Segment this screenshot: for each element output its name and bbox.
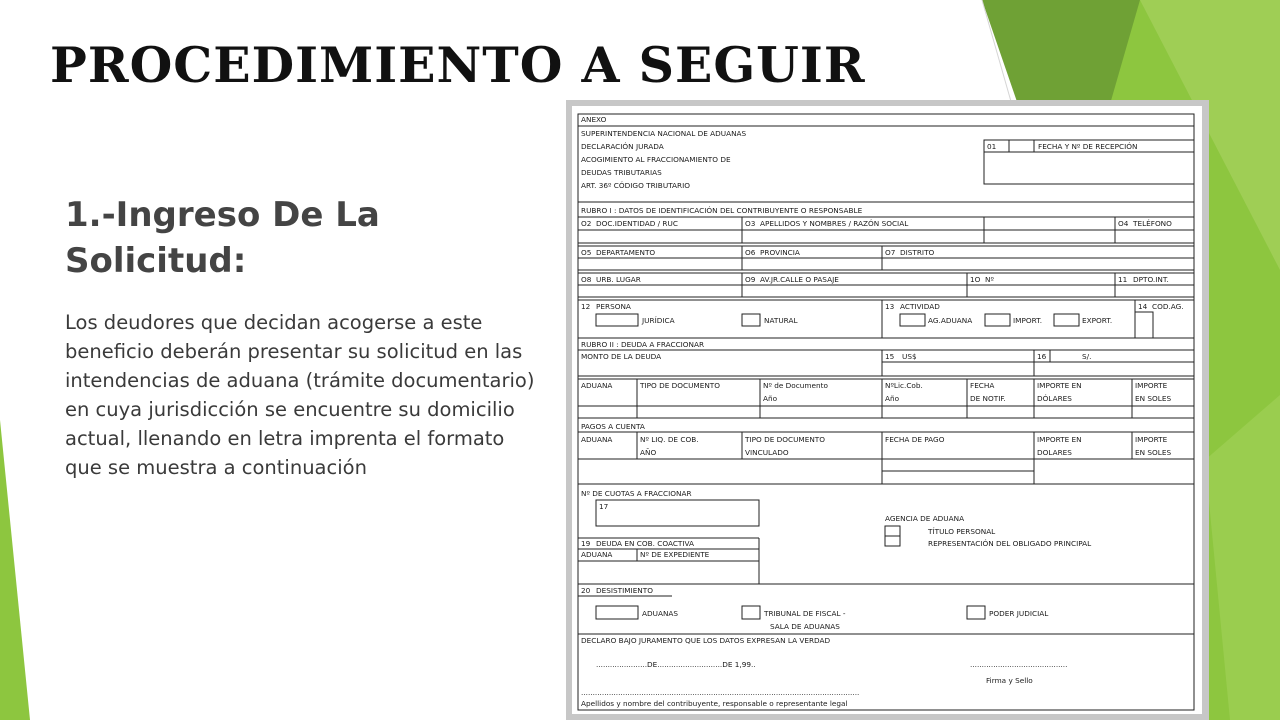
checkbox-poder-judicial bbox=[967, 606, 985, 619]
label-19: 19 bbox=[581, 539, 591, 548]
label-02: O2 bbox=[581, 219, 592, 228]
section-subtitle: 1.-Ingreso De La Solicitud: bbox=[65, 195, 380, 281]
header-fecha: FECHA bbox=[970, 381, 995, 390]
form-anexo: ANEXO bbox=[581, 115, 607, 124]
box-cod-ag bbox=[1135, 312, 1153, 338]
label-apellidos: APELLIDOS Y NOMBRES / RAZÓN SOCIAL bbox=[760, 219, 909, 228]
agencia-titulo: TÍTULO PERSONAL bbox=[928, 527, 996, 536]
desistimiento-title: DESISTIMIENTO bbox=[596, 586, 653, 595]
body-paragraph: Los deudores que decidan acogerse a este beneficio deberán presentar su solicitud en las intendencias de aduana (trámite documentario) en cuya jurisdicción se encuentre su domicilio actual, llenando en letra imprenta el formato que se muestra a continuación bbox=[65, 311, 535, 479]
header-de-notif: DE NOTIF. bbox=[970, 394, 1006, 403]
label-us: US$ bbox=[902, 352, 917, 361]
page-title: PROCEDIMIENTO A SEGUIR bbox=[50, 36, 866, 94]
pagos-dolares: DOLARES bbox=[1037, 448, 1072, 457]
checkbox-juridica bbox=[596, 314, 638, 326]
checkbox-tribunal bbox=[742, 606, 760, 619]
label-ag-aduana: AG.ADUANA bbox=[928, 316, 973, 325]
header-tipo-doc: TIPO DE DOCUMENTO bbox=[640, 381, 720, 390]
form-acogimiento: ACOGIMIENTO AL FRACCIONAMIENTO DE bbox=[581, 155, 731, 164]
label-12: 12 bbox=[581, 302, 591, 311]
header-dolares: DÓLARES bbox=[1037, 394, 1072, 403]
header-anio: Año bbox=[763, 394, 778, 403]
declaro-footer-line: ........................................................................................................................ bbox=[581, 688, 860, 697]
pagos-vinculado: VINCULADO bbox=[745, 448, 789, 457]
pagos-title: PAGOS A CUENTA bbox=[581, 422, 645, 431]
cuotas-box bbox=[596, 500, 759, 526]
checkbox-ag-aduana bbox=[900, 314, 925, 326]
label-dpto: DPTO.INT. bbox=[1133, 275, 1169, 284]
label-05: O5 bbox=[581, 248, 592, 257]
cuotas-title: Nº DE CUOTAS A FRACCIONAR bbox=[581, 489, 692, 498]
rubro2-title: RUBRO II : DEUDA A FRACCIONAR bbox=[581, 340, 705, 349]
label-10: 1O bbox=[970, 275, 981, 284]
pagos-liq: Nº LIQ. DE COB. bbox=[640, 435, 699, 444]
label-monto: MONTO DE LA DEUDA bbox=[581, 352, 662, 361]
label-actividad: ACTIVIDAD bbox=[900, 302, 940, 311]
declaro-sign-line: .......................................... bbox=[970, 660, 1068, 669]
label-natural: NATURAL bbox=[764, 316, 798, 325]
pagos-en-soles: EN SOLES bbox=[1135, 448, 1172, 457]
label-juridica: JURÍDICA bbox=[642, 316, 675, 325]
label-persona: PERSONA bbox=[596, 302, 631, 311]
box-01-label: 01 bbox=[987, 142, 997, 151]
form-articulo: ART. 36º CÓDIGO TRIBUTARIO bbox=[581, 181, 691, 190]
form-outer-frame bbox=[578, 114, 1194, 710]
header-nro-doc: Nº de Documento bbox=[763, 381, 828, 390]
checkbox-aduanas bbox=[596, 606, 638, 619]
header-importe: IMPORTE bbox=[1135, 381, 1168, 390]
label-provincia: PROVINCIA bbox=[760, 248, 800, 257]
coactiva-aduana: ADUANA bbox=[581, 550, 613, 559]
label-08: O8 bbox=[581, 275, 592, 284]
label-07: O7 bbox=[885, 248, 896, 257]
checkbox-export bbox=[1054, 314, 1079, 326]
declaro-firma: Firma y Sello bbox=[986, 676, 1033, 685]
header-en-soles: EN SOLES bbox=[1135, 394, 1172, 403]
label-numero: Nº bbox=[985, 275, 994, 284]
declaro-date-line: ......................DE............................DE 1,99.. bbox=[596, 660, 756, 669]
header-importe-en: IMPORTE EN bbox=[1037, 381, 1082, 390]
declaro-footer: Apellidos y nombre del contribuyente, responsable o representante legal bbox=[581, 699, 848, 708]
label-soles: S/. bbox=[1082, 352, 1092, 361]
label-03: O3 bbox=[745, 219, 756, 228]
header-anio2: Año bbox=[885, 394, 900, 403]
box-01-b bbox=[1009, 140, 1034, 152]
header-aduana: ADUANA bbox=[581, 381, 613, 390]
pagos-anio: AÑO bbox=[640, 448, 657, 457]
label-departamento: DEPARTAMENTO bbox=[596, 248, 656, 257]
desistimiento-sala: SALA DE ADUANAS bbox=[770, 622, 840, 631]
pagos-tipo-doc: TIPO DE DOCUMENTO bbox=[745, 435, 825, 444]
form-paper bbox=[572, 106, 1202, 714]
label-17: 17 bbox=[599, 502, 609, 511]
form-drawing bbox=[572, 106, 1202, 714]
pagos-importe-en: IMPORTE EN bbox=[1037, 435, 1082, 444]
recepcion-area bbox=[984, 152, 1194, 184]
label-20: 20 bbox=[581, 586, 591, 595]
desistimiento-poder: PODER JUDICIAL bbox=[989, 609, 1049, 618]
declaro-text: DECLARO BAJO JURAMENTO QUE LOS DATOS EXPRESAN LA VERDAD bbox=[581, 636, 831, 645]
coactiva-title: DEUDA EN COB. COACTIVA bbox=[596, 539, 695, 548]
label-telefono: TELÉFONO bbox=[1133, 219, 1172, 228]
label-avenida: AV.JR.CALLE O PASAJE bbox=[760, 275, 839, 284]
form-agency: SUPERINTENDENCIA NACIONAL DE ADUANAS bbox=[581, 129, 747, 138]
form-deudas: DEUDAS TRIBUTARIAS bbox=[581, 168, 662, 177]
form-image bbox=[566, 100, 1209, 720]
label-16: 16 bbox=[1037, 352, 1047, 361]
label-06: O6 bbox=[745, 248, 756, 257]
fecha-recepcion-label: FECHA Y Nº DE RECEPCIÓN bbox=[1038, 142, 1138, 151]
rubro1-title: RUBRO I : DATOS DE IDENTIFICACIÓN DEL CONTRIBUYENTE O RESPONSABLE bbox=[581, 206, 863, 215]
coactiva-expediente: Nº DE EXPEDIENTE bbox=[640, 550, 710, 559]
pagos-aduana: ADUANA bbox=[581, 435, 613, 444]
checkbox-import bbox=[985, 314, 1010, 326]
label-13: 13 bbox=[885, 302, 895, 311]
label-04: O4 bbox=[1118, 219, 1129, 228]
label-import: IMPORT. bbox=[1013, 316, 1043, 325]
label-export: EXPORT. bbox=[1082, 316, 1113, 325]
checkbox-titulo bbox=[885, 526, 900, 536]
label-09: O9 bbox=[745, 275, 756, 284]
label-urb: URB. LUGAR bbox=[596, 275, 641, 284]
desistimiento-aduanas: ADUANAS bbox=[642, 609, 679, 618]
label-11: 11 bbox=[1118, 275, 1128, 284]
checkbox-representacion bbox=[885, 536, 900, 546]
green-sliver-left bbox=[0, 420, 30, 720]
agencia-representacion: REPRESENTACIÓN DEL OBLIGADO PRINCIPAL bbox=[928, 539, 1092, 548]
checkbox-natural bbox=[742, 314, 760, 326]
label-distrito: DISTRITO bbox=[900, 248, 935, 257]
header-nlic: NºLic.Cob. bbox=[885, 381, 923, 390]
pagos-fecha-pago: FECHA DE PAGO bbox=[885, 435, 945, 444]
label-15: 15 bbox=[885, 352, 895, 361]
agencia-title: AGENCIA DE ADUANA bbox=[885, 514, 965, 523]
label-14: 14 bbox=[1138, 302, 1148, 311]
desistimiento-tribunal: TRIBUNAL DE FISCAL - bbox=[764, 609, 846, 618]
pagos-importe: IMPORTE bbox=[1135, 435, 1168, 444]
label-cod-ag: COD.AG. bbox=[1152, 302, 1184, 311]
form-declaracion: DECLARACIÓN JURADA bbox=[581, 142, 664, 151]
label-doc: DOC.IDENTIDAD / RUC bbox=[596, 219, 678, 228]
